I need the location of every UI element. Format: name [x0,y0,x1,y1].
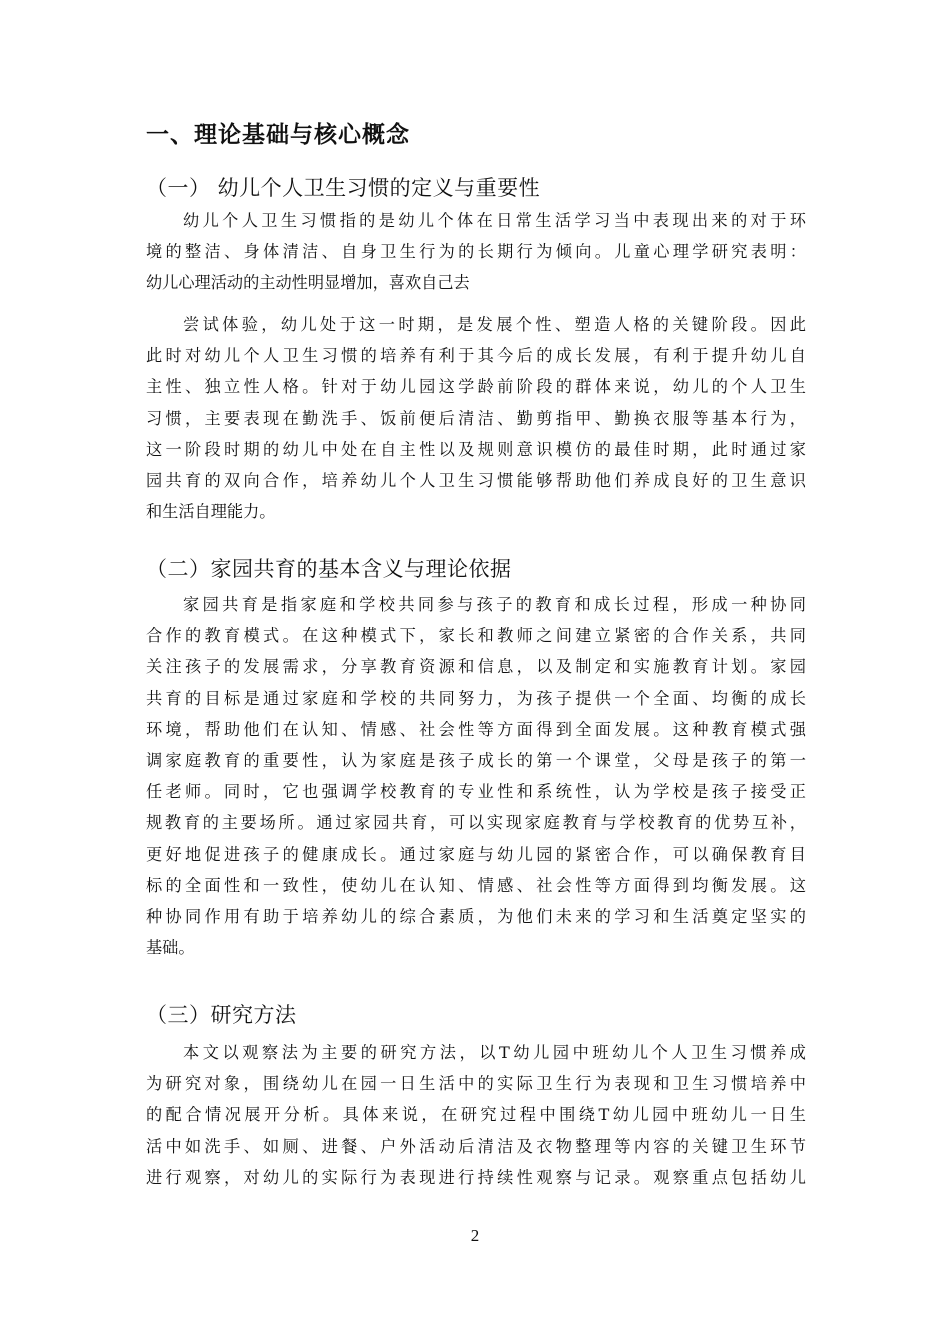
paragraph-line: 共育的目标是通过家庭和学校的共同努力，为孩子提供一个全面、均衡的成长 [146,688,806,708]
paragraph-line: 这一阶段时期的幼儿中处在自主性以及规则意识模仿的最佳时期，此时通过家 [146,439,806,459]
paragraph-line: 任老师。同时，它也强调学校教育的专业性和系统性，认为学校是孩子接受正 [146,782,806,802]
paragraph-line: 调家庭教育的重要性，认为家庭是孩子成长的第一个课堂，父母是孩子的第一 [146,750,806,770]
paragraph-line: 境的整洁、身体清洁、自身卫生行为的长期行为倾向。儿童心理学研究表明： [146,242,806,262]
paragraph-line: 合作的教育模式。在这种模式下，家长和教师之间建立紧密的合作关系，共同 [146,626,806,646]
paragraph-line: 种协同作用有助于培养幼儿的综合素质，为他们未来的学习和生活奠定坚实的 [146,906,806,926]
paragraph-line: 更好地促进孩子的健康成长。通过家庭与幼儿园的紧密合作，可以确保教育目 [146,844,806,864]
paragraph-line: 标的全面性和一致性，使幼儿在认知、情感、社会性等方面得到均衡发展。这 [146,875,806,895]
paragraph-line: 尝试体验，幼儿处于这一时期，是发展个性、塑造人格的关键阶段。因此 [183,315,806,334]
paragraph-line: 幼儿个人卫生习惯指的是幼儿个体在日常生活学习当中表现出来的对于环 [183,211,806,230]
section-heading-3: （三）研究方法 [146,1003,297,1027]
paragraph-line: 主性、独立性人格。针对于幼儿园这学龄前阶段的群体来说，幼儿的个人卫生 [146,377,806,397]
page-number: 2 [470,1226,480,1245]
paragraph-line: 规教育的主要场所。通过家园共育，可以实现家庭教育与学校教育的优势互补， [146,813,806,833]
paragraph-line: 幼儿心理活动的主动性明显增加，喜欢自己去 [146,273,470,293]
paragraph-line: 习惯，主要表现在勤洗手、饭前便后清洁、勤剪指甲、勤换衣服等基本行为， [146,408,806,428]
paragraph-line: 基础。 [146,938,195,958]
paragraph-line: 进行观察，对幼儿的实际行为表现进行持续性观察与记录。观察重点包括幼儿 [146,1167,806,1187]
paragraph-1 [146,205,806,299]
paragraph-2 [146,309,806,527]
paragraph-line: 环境，帮助他们在认知、情感、社会性等方面得到全面发展。这种教育模式强 [146,719,806,739]
paragraph-line: 此时对幼儿个人卫生习惯的培养有利于其今后的成长发展，有利于提升幼儿自 [146,346,806,366]
paragraph-line: 本文以观察法为主要的研究方法，以T幼儿园中班幼儿个人卫生习惯养成 [183,1043,806,1062]
section-heading-1: （一） 幼儿个人卫生习惯的定义与重要性 [146,176,541,200]
paragraph-line: 和生活自理能力。 [146,502,276,522]
paragraph-line: 为研究对象，围绕幼儿在园一日生活中的实际卫生行为表现和卫生习惯培养中 [146,1074,806,1094]
paragraph-line: 的配合情况展开分析。具体来说，在研究过程中围绕T幼儿园中班幼儿一日生 [146,1105,806,1125]
paragraph-line: 关注孩子的发展需求，分享教育资源和信息，以及制定和实施教育计划。家园 [146,657,806,677]
paragraph-4 [146,1037,806,1193]
paragraph-line: 活中如洗手、如厕、进餐、户外活动后清洁及衣物整理等内容的关键卫生环节 [146,1136,806,1156]
section-heading-2: （二）家园共育的基本含义与理论依据 [146,557,512,581]
chapter-heading: 一、理论基础与核心概念 [146,122,410,148]
paragraph-3 [146,589,806,963]
paragraph-line: 园共育的双向合作，培养幼儿个人卫生习惯能够帮助他们养成良好的卫生意识 [146,470,806,490]
paragraph-line: 家园共育是指家庭和学校共同参与孩子的教育和成长过程，形成一种协同 [183,595,806,614]
